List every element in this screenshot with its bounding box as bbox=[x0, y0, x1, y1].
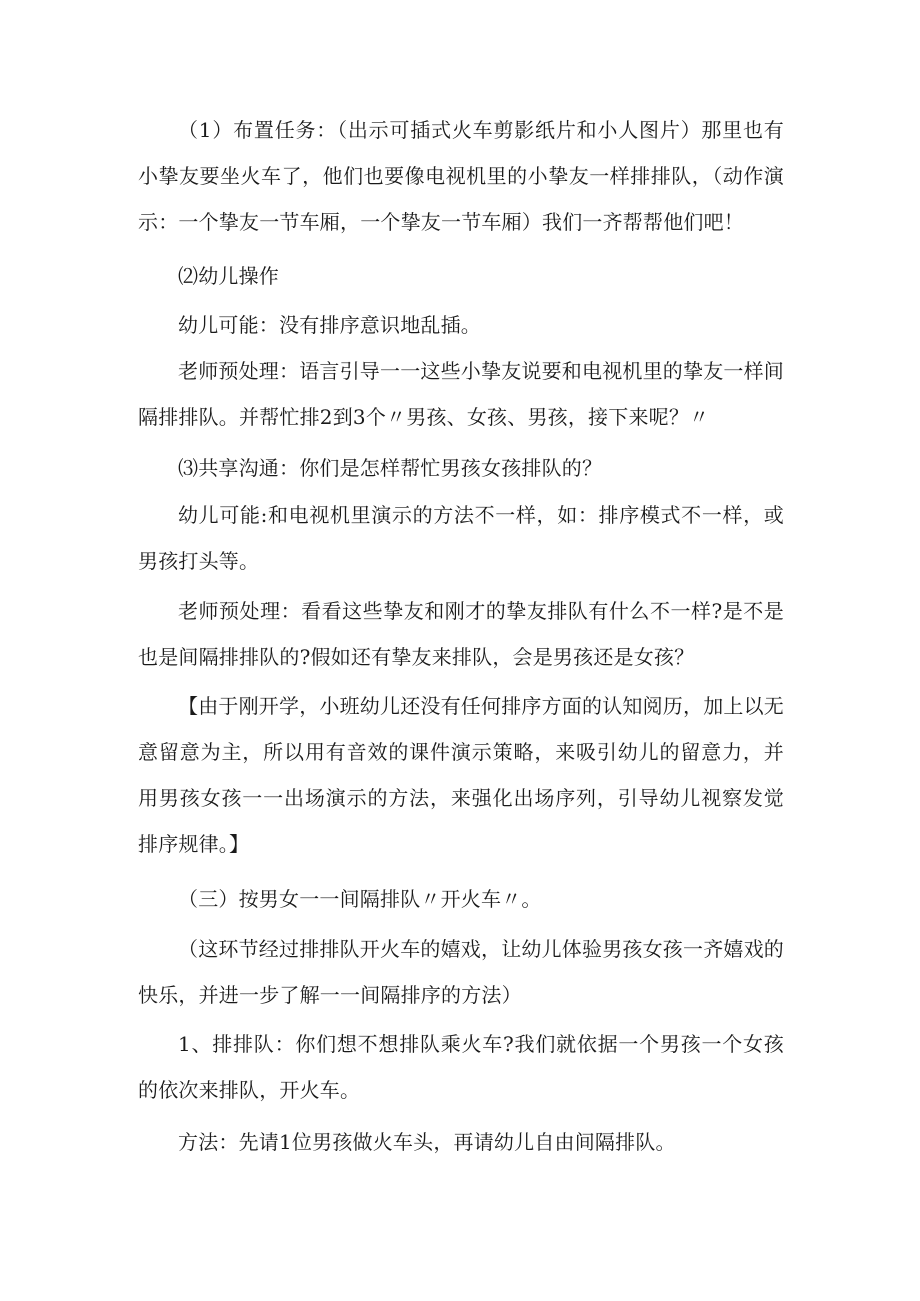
paragraph-line-up: 1、排排队：你们想不想排队乘火车?我们就依据一个男孩一个女孩的依次来排队，开火车。 bbox=[138, 1032, 784, 1102]
paragraph-bracket-note: 【由于刚开学，小班幼儿还没有任何排序方面的认知阅历，加上以无意留意为主，所以用有音效的课件演示策略，来吸引幼儿的留意力，并用男孩女孩一一出场演示的方法，来强化出场序列，引导幼儿视察发觉排序规律。】 bbox=[138, 694, 784, 856]
paragraph-child-possible-2: 幼儿可能:和电视机里演示的方法不一样，如：排序模式不一样，或男孩打头等。 bbox=[138, 503, 784, 573]
paragraph-share-communicate: ⑶共享沟通：你们是怎样帮忙男孩女孩排队的？ bbox=[178, 456, 603, 480]
paragraph-teacher-preprocess-1: 老师预处理：语言引导一一这些小挚友说要和电视机里的挚友一样间隔排排队。并帮忙排2到3个〃男孩、女孩、男孩，接下来呢？〃 bbox=[138, 359, 784, 429]
paragraph-method: 方法：先请1位男孩做火车头，再请幼儿自由间隔排队。 bbox=[178, 1130, 676, 1154]
paragraph-section-note: （这环节经过排排队开火车的嬉戏，让幼儿体验男孩女孩一齐嬉戏的快乐，并进一步了解一一间隔排序的方法） bbox=[138, 937, 784, 1007]
paragraph-task: （1）布置任务：（出示可插式火车剪影纸片和小人图片）那里也有小挚友要坐火车了，他们也要像电视机里的小挚友一样排排队，（动作演示：一个挚友一节车厢，一个挚友一节车厢）我们一齐帮帮他们吧！ bbox=[138, 118, 784, 234]
paragraph-teacher-preprocess-2: 老师预处理：看看这些挚友和刚才的挚友排队有什么不一样?是不是也是间隔排排队的?假如还有挚友来排队，会是男孩还是女孩？ bbox=[138, 599, 784, 669]
paragraph-section-three: （三）按男女一一间隔排队〃开火车〃。 bbox=[178, 887, 542, 911]
paragraph-child-possible-1: 幼儿可能：没有排序意识地乱插。 bbox=[178, 313, 481, 337]
paragraph-child-operation: ⑵幼儿操作 bbox=[178, 264, 279, 288]
